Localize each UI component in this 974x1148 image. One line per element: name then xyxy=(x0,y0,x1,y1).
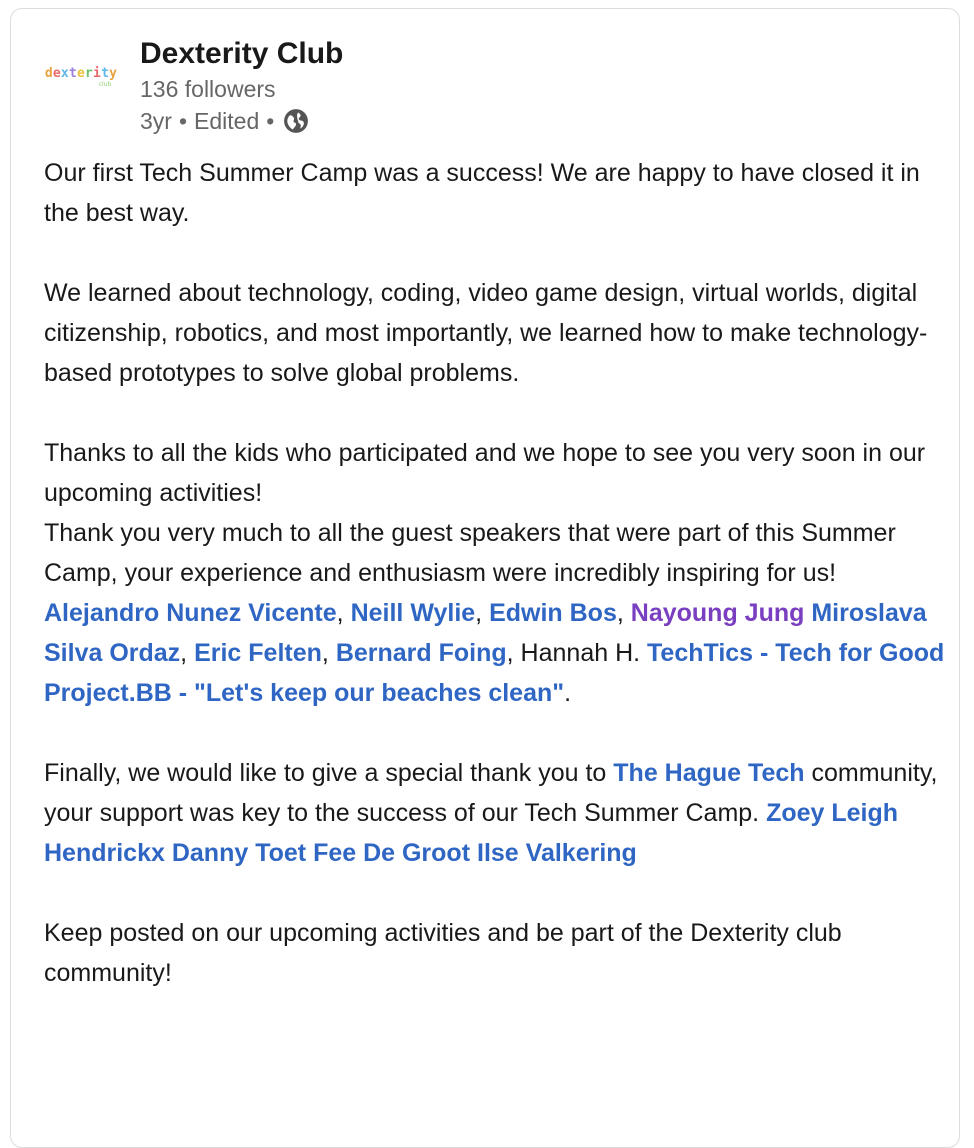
meta-separator: • xyxy=(266,108,275,134)
paragraph-thanks-speakers: Thank you very much to all the guest speakers that were part of this Summer Camp, your experience and enthusiasm were incredibly inspiring for us! xyxy=(44,519,896,587)
separator: , xyxy=(616,599,631,627)
paragraph-special-thanks xyxy=(44,753,954,873)
logo-letter: t xyxy=(101,65,110,81)
follower-count: 136 followers xyxy=(140,76,276,102)
logo-letter: e xyxy=(76,65,86,81)
post-header xyxy=(140,35,343,137)
separator: , xyxy=(180,639,195,667)
separator: , xyxy=(336,599,351,627)
logo-letter: r xyxy=(85,65,94,81)
globe-icon xyxy=(283,108,309,134)
company-name[interactable]: Dexterity Club xyxy=(140,37,344,70)
post-body xyxy=(44,153,954,993)
thanks-text: Finally, we would like to give a special thank you to xyxy=(44,759,614,787)
paragraph-learned: We learned about technology, coding, video game design, virtual worlds, digital citizenship, robotics, and most importantly, we learned how to make technology-based prototypes to solve global problems. xyxy=(44,279,928,387)
separator: . xyxy=(564,679,572,707)
mention-zoey[interactable]: Zoey Leigh Hendrickx xyxy=(44,799,899,867)
logo-sub: club xyxy=(98,80,112,88)
mention-miroslava[interactable]: Miroslava Silva Ordaz xyxy=(44,599,927,667)
mention-fee[interactable]: Fee De Groot xyxy=(313,839,471,867)
paragraph-thanks-kids: Thanks to all the kids who participated and we hope to see you very soon in our upcoming activities! xyxy=(44,439,926,507)
post-card xyxy=(10,8,960,1148)
thanks-text: community, your support was key to the success of our Tech Summer Camp. xyxy=(44,759,938,827)
mention-eric[interactable]: Eric Felten xyxy=(194,639,322,667)
logo-letter: e xyxy=(52,65,61,81)
separator: , xyxy=(321,639,336,667)
mention-nayoung[interactable]: Nayoung Jung xyxy=(630,599,805,627)
logo-letter: x xyxy=(60,65,69,81)
mention-neill[interactable]: Neill Wylie xyxy=(350,599,476,627)
logo-letter: d xyxy=(44,65,53,81)
logo-wordmark xyxy=(45,67,117,81)
mention-alejandro[interactable]: Alejandro Nunez Vicente xyxy=(44,599,337,627)
mention-bernard[interactable]: Bernard Foing xyxy=(335,639,507,667)
mention-techtics[interactable]: TechTics - Tech for Good Project.BB - "Let's keep our beaches clean" xyxy=(44,639,945,707)
post-meta xyxy=(140,105,343,137)
logo-letter: y xyxy=(109,65,118,81)
meta-separator: • xyxy=(178,108,188,134)
speaker-mentions xyxy=(44,593,954,713)
logo-letter: t xyxy=(68,65,77,81)
edited-label: Edited xyxy=(194,108,260,134)
mention-edwin[interactable]: Edwin Bos xyxy=(489,599,617,627)
separator-hannah: , Hannah H. xyxy=(506,639,648,667)
mention-the-hague-tech[interactable]: The Hague Tech xyxy=(613,759,805,787)
mention-danny[interactable]: Danny Toet xyxy=(171,839,307,867)
logo-letter: i xyxy=(93,65,102,81)
paragraph-intro: Our first Tech Summer Camp was a success! We are happy to have closed it in the best way. xyxy=(44,159,920,227)
post-age: 3yr xyxy=(140,108,172,134)
mention-ilse[interactable]: Ilse Valkering xyxy=(477,839,637,867)
paragraph-keep-posted: Keep posted on our upcoming activities and be part of the Dexterity club community! xyxy=(44,919,842,987)
separator: , xyxy=(475,599,490,627)
company-logo[interactable] xyxy=(39,47,123,107)
